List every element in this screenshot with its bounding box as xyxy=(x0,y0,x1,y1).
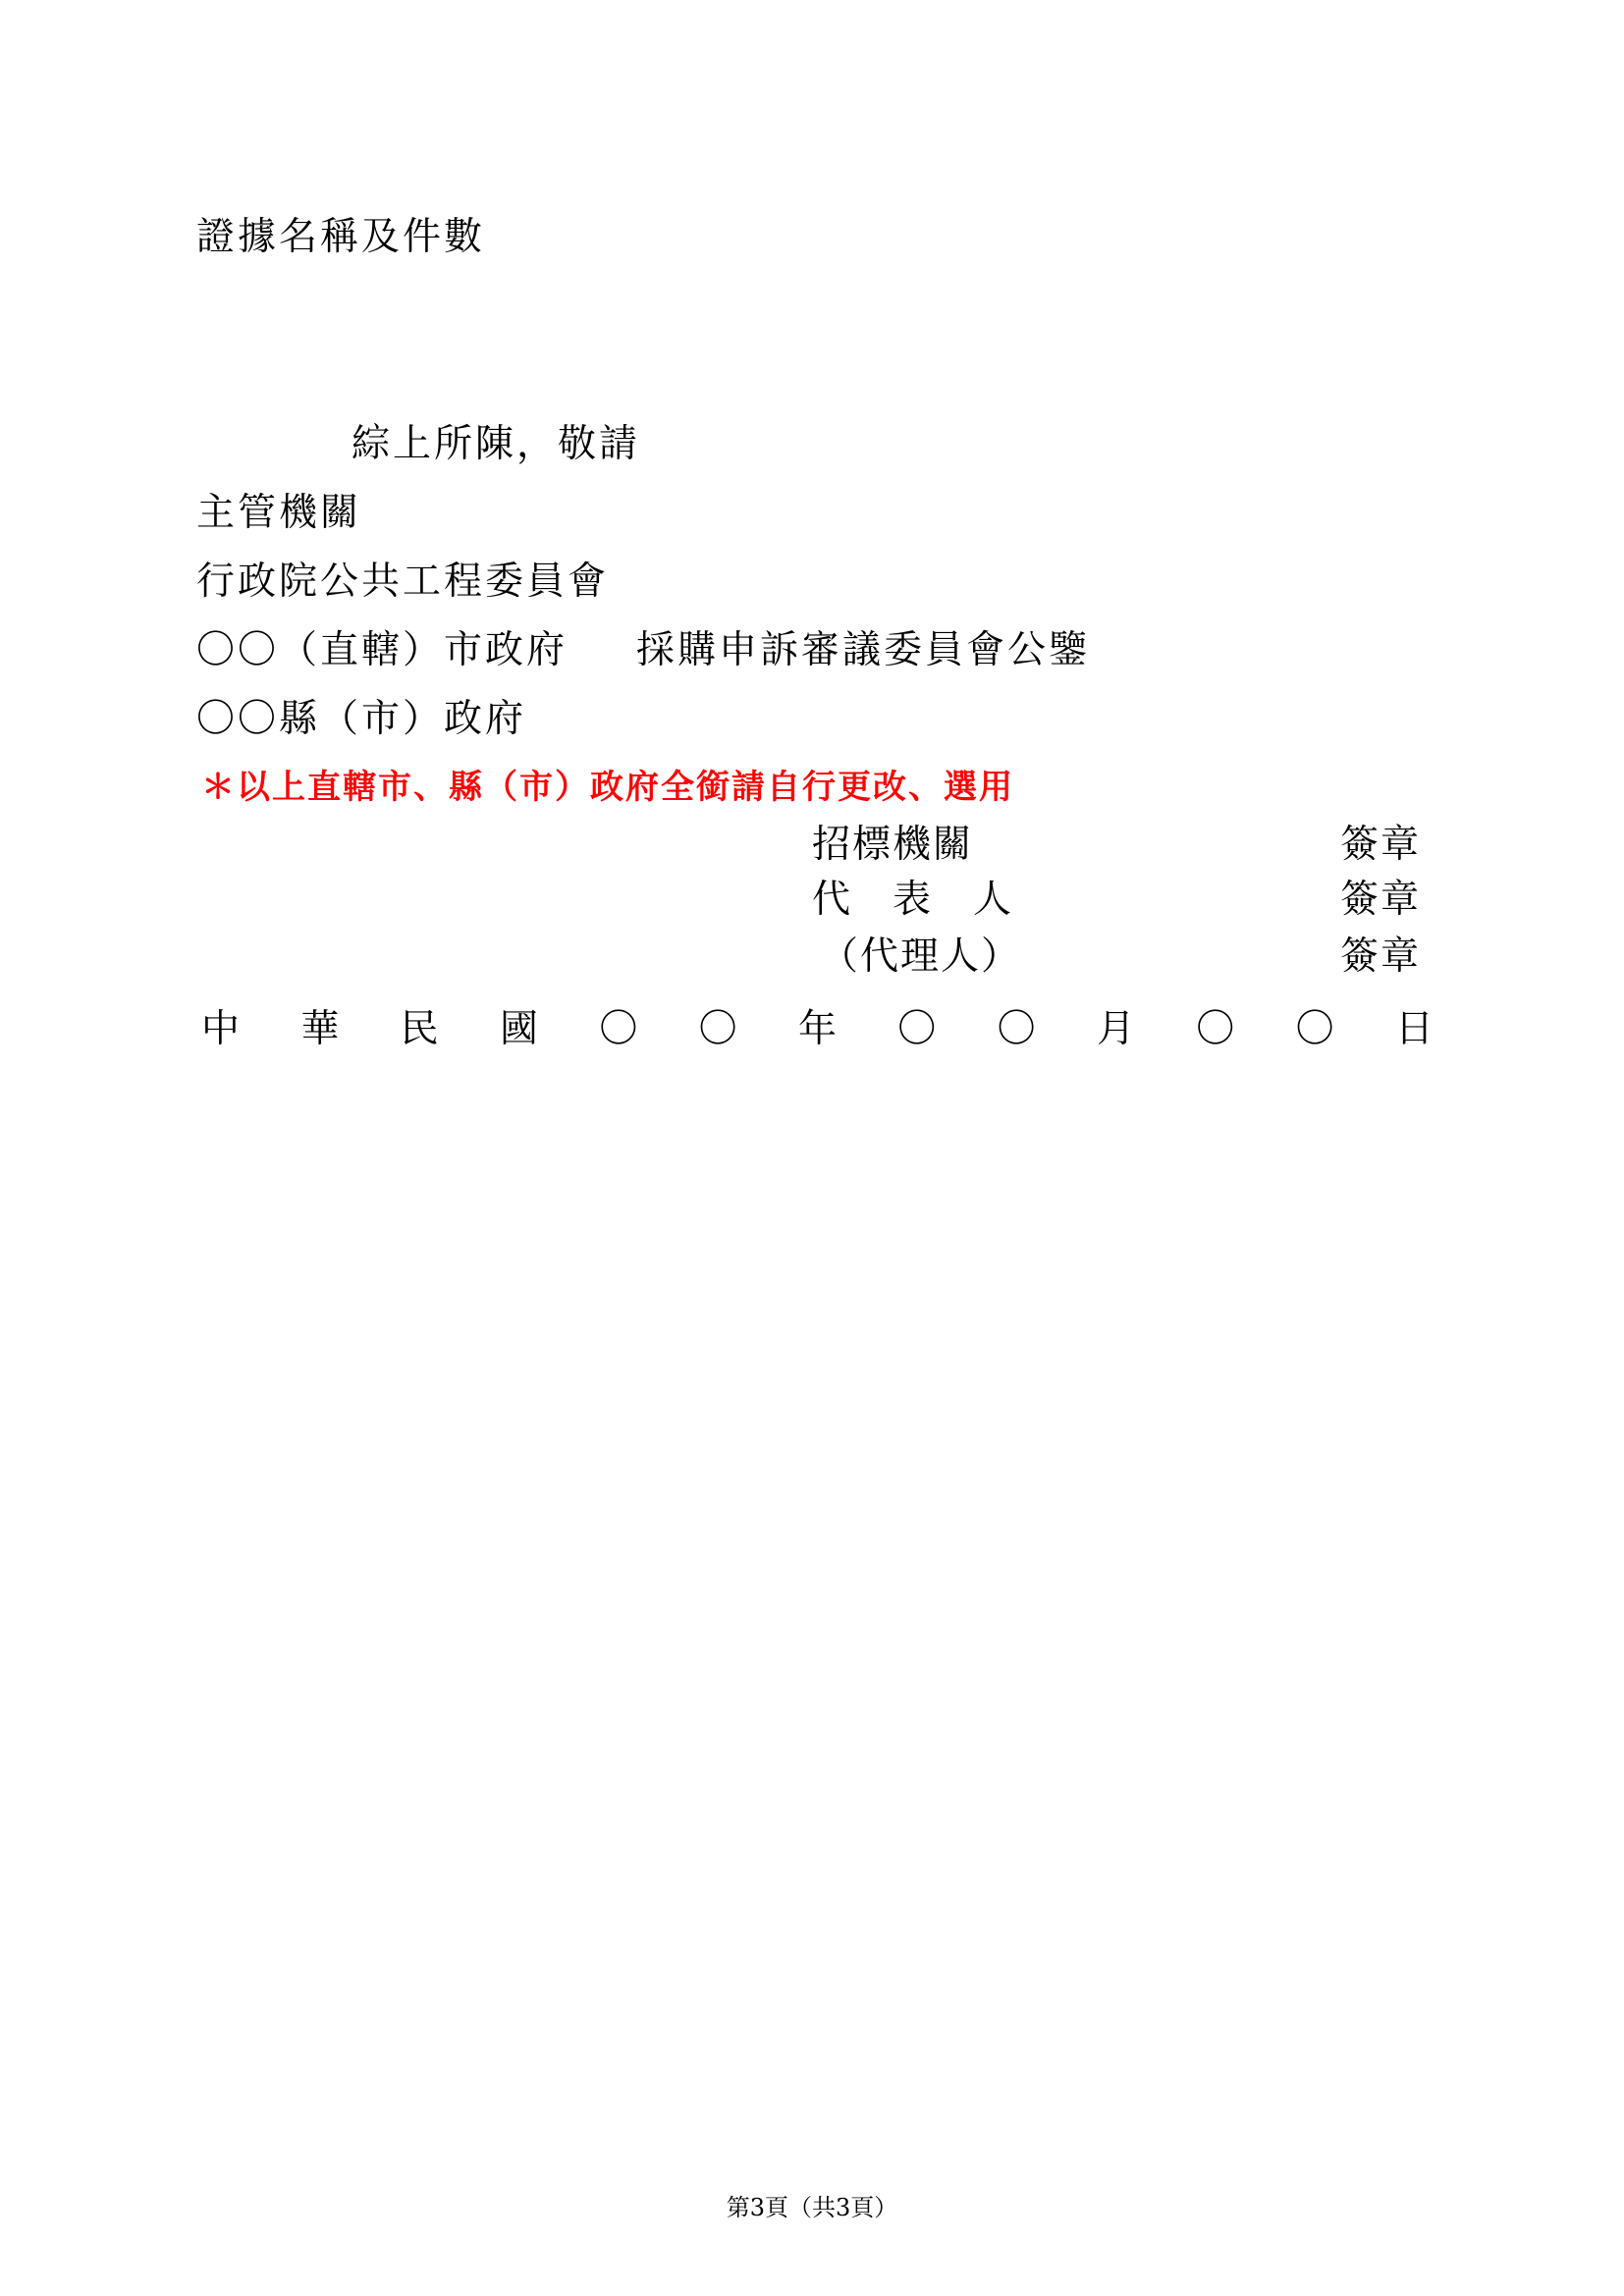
date-char: 華 xyxy=(300,1006,340,1051)
evidence-heading: 證據名稱及件數 xyxy=(196,215,486,259)
date-year-digit: 〇 xyxy=(698,1006,737,1051)
date-month-digit: 〇 xyxy=(897,1006,937,1051)
signature-stamp-proxy: 簽章 xyxy=(1340,934,1422,979)
date-char: 國 xyxy=(499,1006,538,1051)
date-day-digit: 〇 xyxy=(1295,1006,1334,1051)
date-day-digit: 〇 xyxy=(1196,1006,1235,1051)
authority-line-1: 行政院公共工程委員會 xyxy=(196,560,610,604)
red-note: ＊以上直轄市、縣（市）政府全銜請自行更改、選用 xyxy=(201,768,1014,807)
signature-label-agency: 招標機關 xyxy=(812,823,974,867)
authority-line-3: 〇〇縣（市）政府 xyxy=(196,697,527,741)
date-char: 民 xyxy=(400,1006,439,1051)
date-month-digit: 〇 xyxy=(997,1006,1036,1051)
date-year-label: 年 xyxy=(797,1006,837,1051)
summary-text: 綜上所陳，敬請 xyxy=(352,422,641,466)
page-number-footer: 第3頁（共3頁） xyxy=(726,2194,898,2221)
authority-line-2-left: 〇〇（直轄）市政府 xyxy=(196,628,568,672)
date-year-digit: 〇 xyxy=(599,1006,638,1051)
authority-heading: 主管機關 xyxy=(196,491,362,535)
signature-label-proxy: （代理人） xyxy=(820,934,1022,979)
authority-line-2-right: 採購申訴審議委員會公鑒 xyxy=(636,628,1091,672)
date-day-label: 日 xyxy=(1394,1006,1434,1051)
date-line xyxy=(201,1007,1434,1050)
signature-stamp-representative: 簽章 xyxy=(1340,878,1422,922)
signature-stamp-agency: 簽章 xyxy=(1340,823,1422,867)
signature-label-representative: 代 表 人 xyxy=(812,878,1014,922)
date-month-label: 月 xyxy=(1096,1006,1135,1051)
date-char: 中 xyxy=(201,1006,241,1051)
